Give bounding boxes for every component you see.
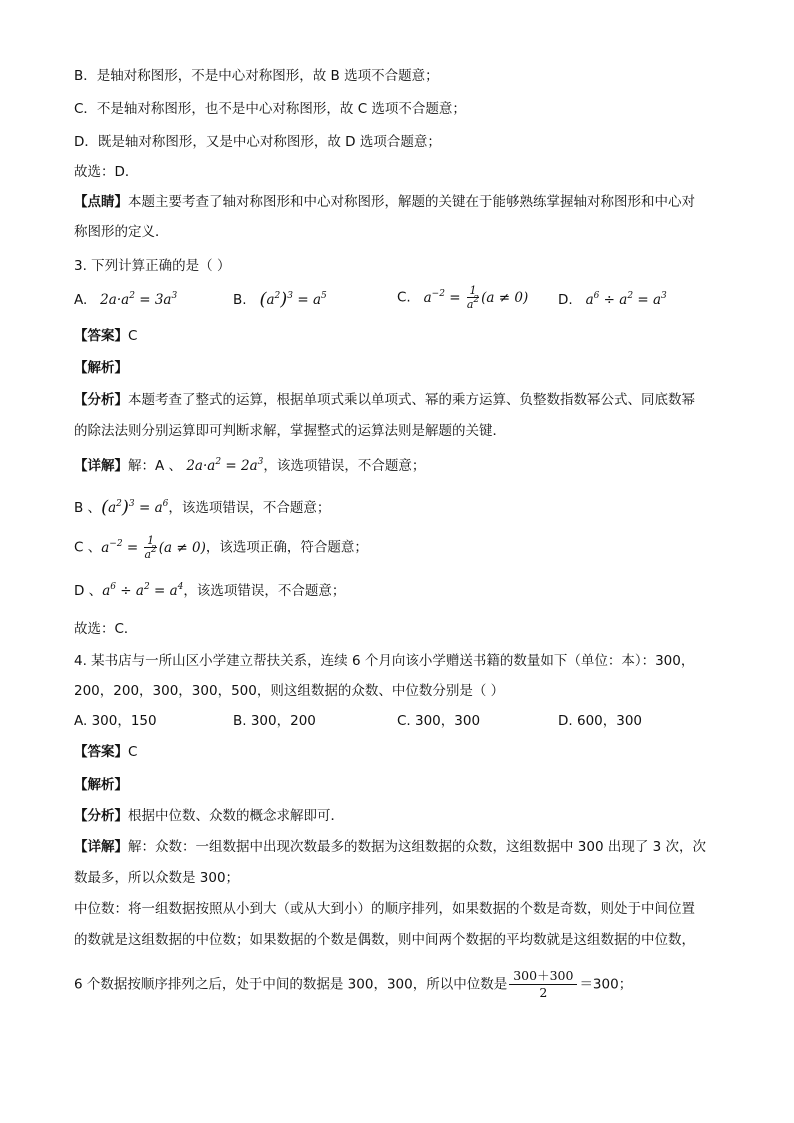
formula: $a^6 \div a^2 = a^3$ bbox=[585, 291, 667, 308]
question-3-stem: 3. 下列计算正确的是（ ） bbox=[74, 258, 231, 274]
dianjing-text: 本题主要考查了轴对称图形和中心对称图形，解题的关键在于能够熟练掌握轴对称图形和中心对 bbox=[128, 194, 695, 210]
answer-tag: 【答案】 bbox=[74, 328, 128, 344]
q3-option-b: B. $(a^2)^3 = a^5$ bbox=[233, 289, 327, 310]
formula: $(a^2)^3 = a^5$ bbox=[259, 289, 327, 310]
analysis-tag: 【分析】 bbox=[74, 808, 128, 824]
formula: $2a\cdot a^2 = 3a^3$ bbox=[100, 291, 178, 308]
q3-option-c: C. $a^{-2}$ = $\frac{1}{a^2}$ (a ≠ 0) bbox=[397, 284, 529, 311]
question-4-stem: 4. 某书店与一所山区小学建立帮扶关系，连续 6 个月向该小学赠送书籍的数量如下（单位：本）：300， bbox=[74, 653, 695, 669]
dianjing-line bbox=[74, 192, 695, 212]
answer-value: C bbox=[128, 744, 138, 760]
text-line: 故选：D． bbox=[74, 164, 139, 180]
q3-detail-d: D 、$a^6 \div a^2 = a^4$，该选项错误，不合题意； bbox=[74, 582, 346, 599]
q4-detail-line: 【详解】解：众数：一组数据中出现次数最多的数据为这组数据的众数，这组数据中 300 出现了 3 次，次 bbox=[74, 839, 707, 855]
fraction: $\frac{300+300}{2}$ bbox=[509, 968, 577, 1001]
formula: $2a\cdot a^2 = 2a^3$ bbox=[182, 457, 264, 474]
q3-option-d: D. $a^6 \div a^2 = a^3$ bbox=[558, 291, 667, 308]
answer-value: C bbox=[128, 328, 138, 344]
text-line: D．既是轴对称图形，又是中心对称图形，故 D 选项合题意； bbox=[74, 134, 441, 150]
q4-analysis-line bbox=[74, 806, 344, 826]
question-4-stem: 200，200，300，300，500，则这组数据的众数、中位数分别是（ ） bbox=[74, 683, 505, 699]
q3-option-a: A. $2a\cdot a^2 = 3a^3$ bbox=[74, 291, 178, 308]
jiexi-tag: 【解析】 bbox=[74, 777, 128, 793]
formula: $a^{-2}$ = $\frac{1}{a^2}$ (a ≠ 0) bbox=[101, 534, 206, 561]
formula: $a^6 \div a^2 = a^4$ bbox=[102, 582, 184, 599]
q4-option-c: C. 300，300 bbox=[397, 713, 481, 729]
text-line: B．是轴对称图形，不是中心对称图形，故 B 选项不合题意； bbox=[74, 68, 439, 84]
answer-tag: 【答案】 bbox=[74, 744, 128, 760]
analysis-tag: 【分析】 bbox=[74, 392, 128, 408]
q4-median-line: 6 个数据按顺序排列之后，处于中间的数据是 300，300，所以中位数是 $\frac{300+300}{2}$ ＝300； bbox=[74, 968, 633, 1000]
analysis-text: 根据中位数、众数的概念求解即可． bbox=[128, 808, 344, 824]
q3-detail-c: C 、$a^{-2}$ = $\frac{1}{a^2}$ (a ≠ 0)，该选项正确，符合题意； bbox=[74, 534, 368, 561]
formula: $(a^2)^3 = a^6$ bbox=[101, 497, 169, 518]
text-line: C．不是轴对称图形，也不是中心对称图形，故 C 选项不合题意； bbox=[74, 101, 466, 117]
jiexi-tag: 【解析】 bbox=[74, 360, 128, 376]
q4-option-a: A. 300，150 bbox=[74, 713, 157, 729]
text-line: 故选：C． bbox=[74, 621, 138, 637]
analysis-text: 本题考查了整式的运算，根据单项式乘以单项式、幂的乘方运算、负整数指数幂公式、同底数幂 bbox=[128, 392, 695, 408]
dianjing-tag: 【点睛】 bbox=[74, 194, 128, 210]
detail-tag: 【详解】 bbox=[74, 458, 128, 474]
text-line: 中位数：将一组数据按照从小到大（或从大到小）的顺序排列，如果数据的个数是奇数，则处于中间位置 bbox=[74, 901, 695, 917]
text-line: 的数就是这组数据的中位数；如果数据的个数是偶数，则中间两个数据的平均数就是这组数据的中位数， bbox=[74, 932, 695, 948]
q4-option-b: B. 300，200 bbox=[233, 713, 316, 729]
q4-answer-line bbox=[74, 742, 137, 762]
q3-detail-b: B 、$(a^2)^3 = a^6$，该选项错误，不合题意； bbox=[74, 497, 331, 518]
q3-analysis-line bbox=[74, 390, 695, 410]
q3-answer-line bbox=[74, 326, 137, 346]
text-line: 数最多，所以众数是 300； bbox=[74, 870, 240, 886]
q4-option-d: D. 600，300 bbox=[558, 713, 643, 729]
q3-detail-a: 【详解】解：A 、 $2a\cdot a^2 = 2a^3$，该选项错误，不合题意； bbox=[74, 457, 426, 474]
text-line: 的除法法则分别运算即可判断求解，掌握整式的运算法则是解题的关键． bbox=[74, 423, 506, 439]
detail-tag: 【详解】 bbox=[74, 839, 128, 855]
formula: $a^{-2}$ = $\frac{1}{a^2}$ (a ≠ 0) bbox=[423, 284, 529, 311]
text-line: 称图形的定义． bbox=[74, 224, 169, 240]
